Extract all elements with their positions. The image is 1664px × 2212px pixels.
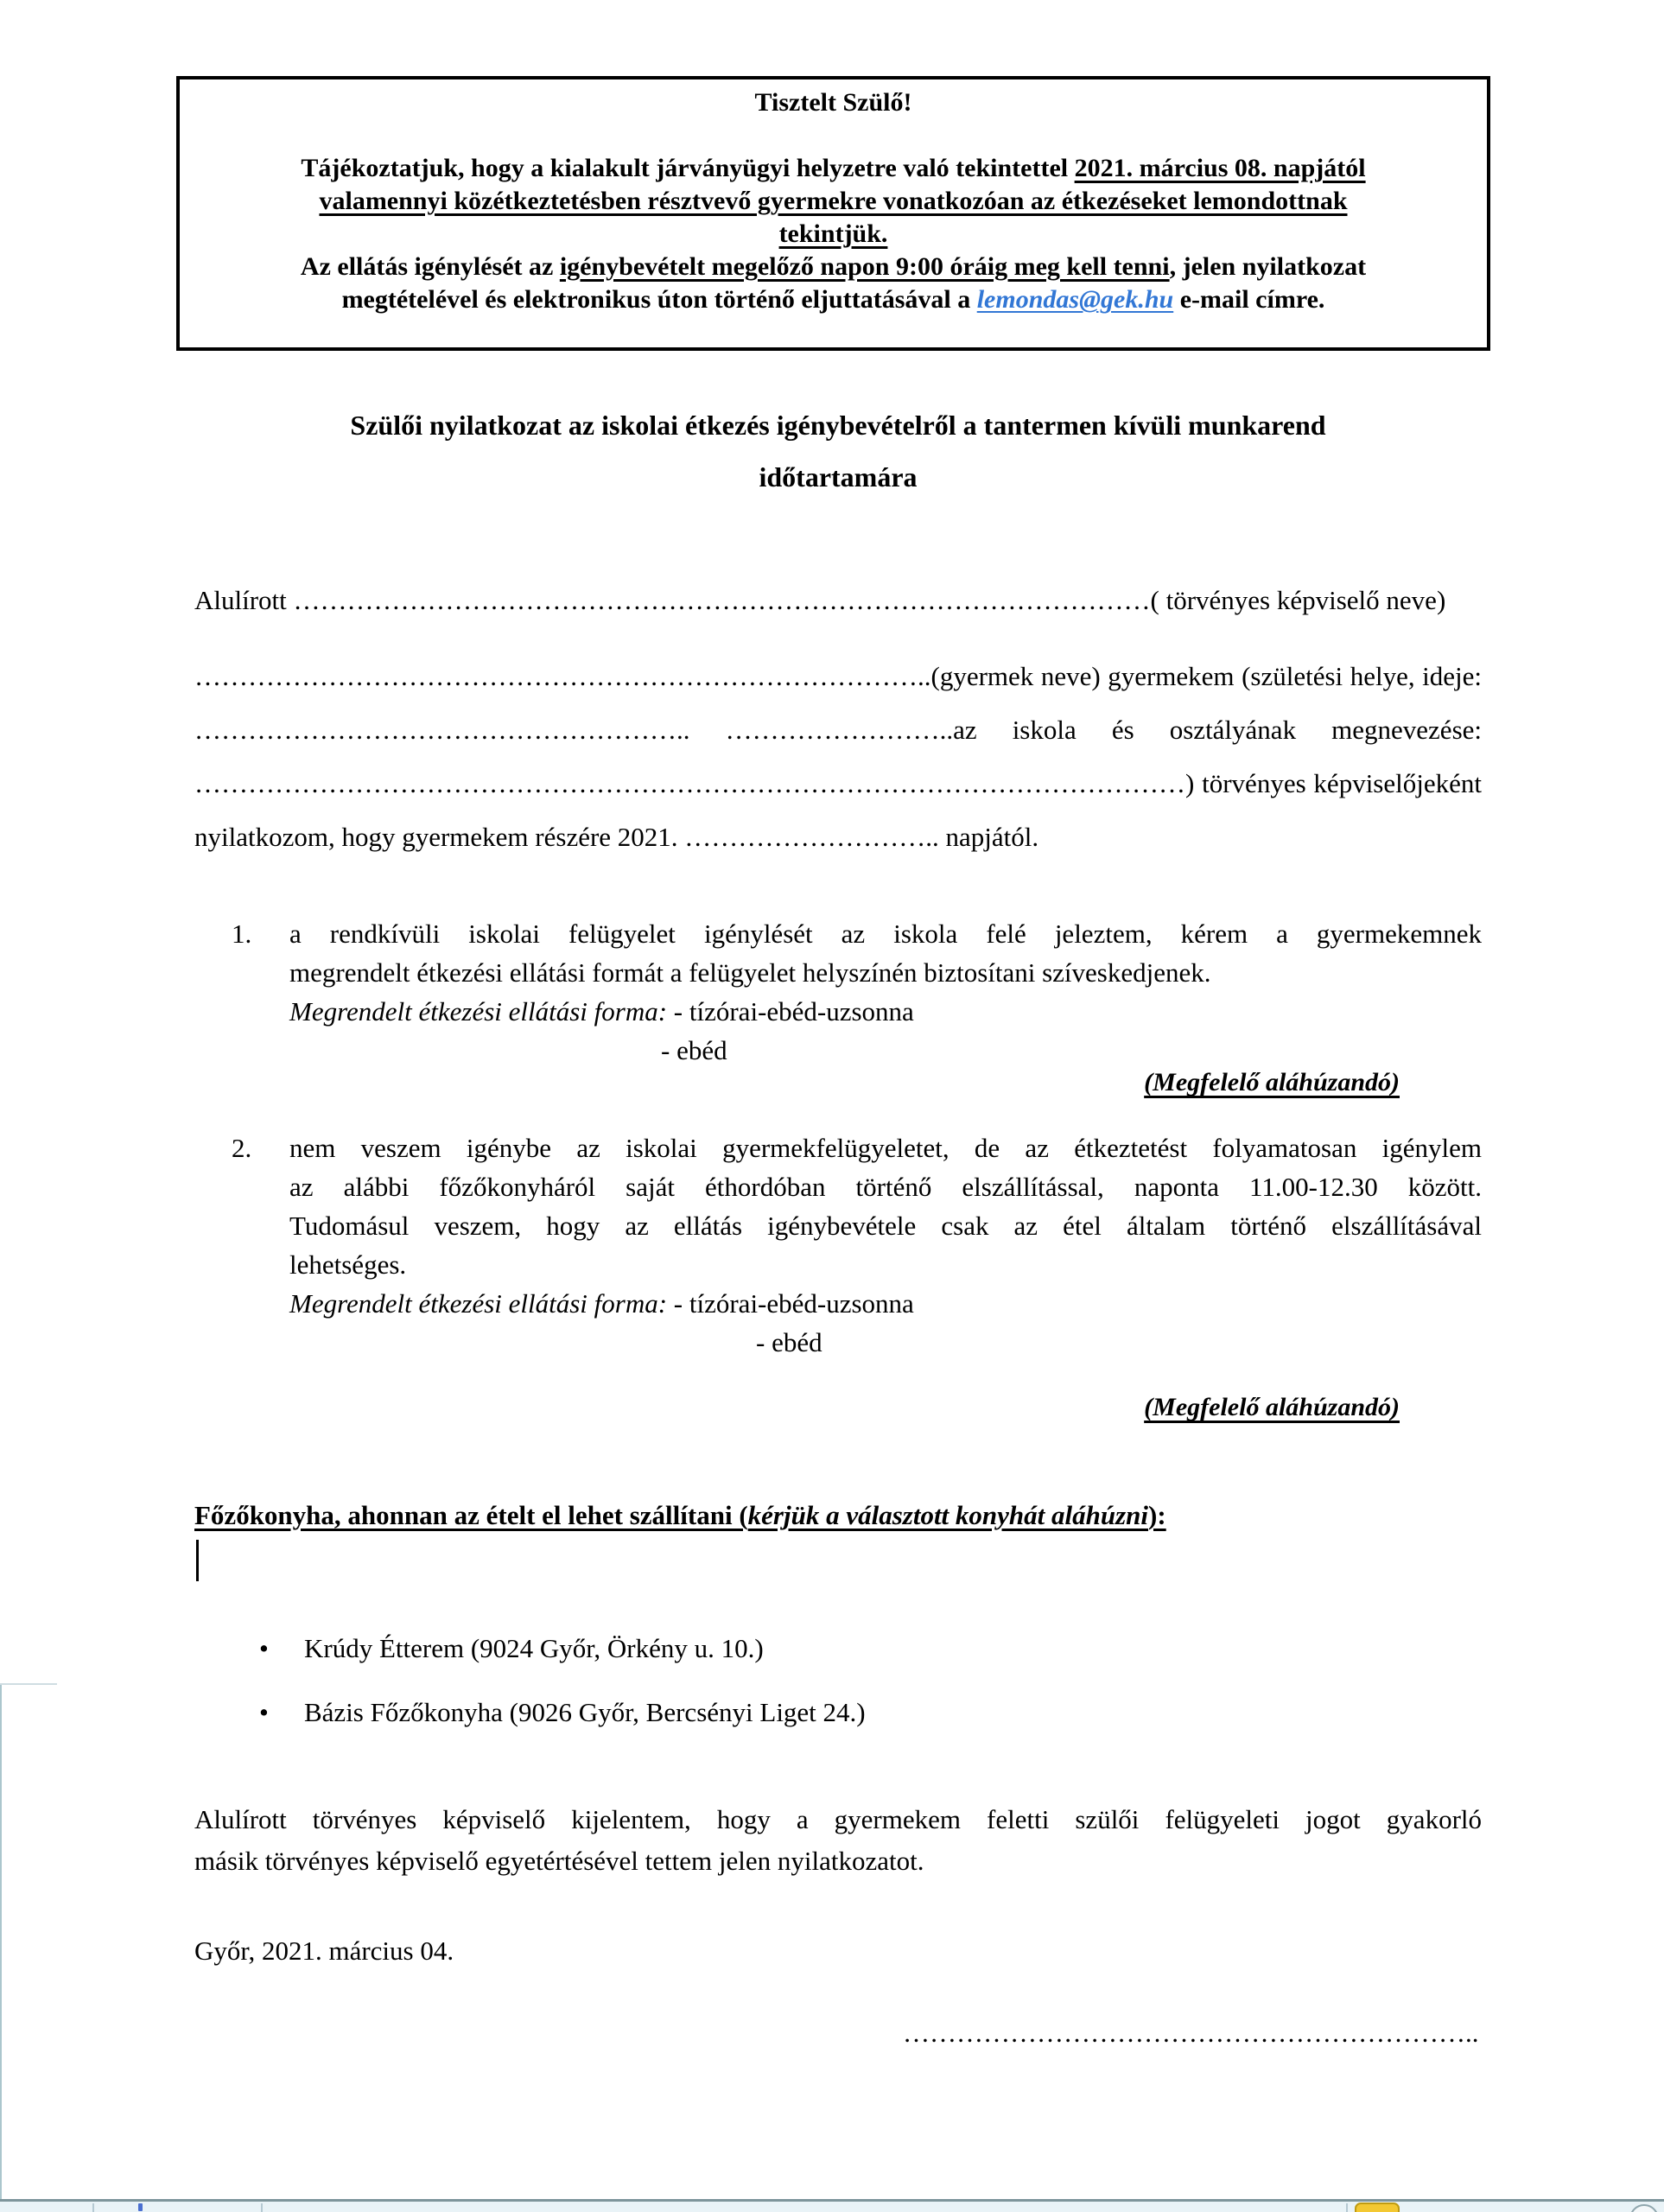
- bullet-icon: •: [259, 1633, 269, 1663]
- meal-option-2: - ebéd: [661, 1035, 727, 1065]
- document-title: [194, 399, 1482, 503]
- zoom-slider-handle[interactable]: [1355, 2202, 1400, 2212]
- meal-option-2: - ebéd: [756, 1327, 822, 1357]
- item1-meal-form: [289, 992, 1482, 1031]
- item2-meal-form: [289, 1284, 1482, 1323]
- notice-para2-line2: [180, 283, 1487, 316]
- kitchen-heading: [194, 1500, 1166, 1531]
- notice-box: [176, 76, 1490, 351]
- item1-line1: a rendkívüli iskolai felügyelet igénylését az iskola felé jeleztem, kérem a gyermekemnek: [289, 918, 1482, 949]
- kitchen-option-1: Krúdy Étterem (9024 Győr, Örkény u. 10.): [304, 1633, 764, 1663]
- notice-para1-line2: [180, 185, 1487, 218]
- item2-line3: Tudomásul veszem, hogy az ellátás igénybevétele csak az étel általam történő elszállításával: [289, 1211, 1482, 1241]
- declaration-line-representative: …………………………………………………………………………………………………) törvényes képviselőjeként: [194, 768, 1482, 798]
- declaration-line-date: nyilatkozom, hogy gyermekem részére 2021. ……………………….. napjától.: [194, 822, 1039, 852]
- declaration-line-guardian: Alulírott ……………………………………………………………………………………( törvényes képviselő neve): [194, 585, 1446, 615]
- meal-option-1: - tízórai-ebéd-uzsonna: [673, 1288, 914, 1319]
- closing-line-2: másik törvényes képviselő egyetértésével tettem jelen nyilatkozatot.: [194, 1846, 924, 1876]
- list-item-2: [232, 1128, 1482, 1362]
- window-left-border: [0, 1685, 2, 2199]
- statusbar-divider: [261, 2203, 263, 2212]
- closing-statement: [194, 1799, 1482, 1882]
- underlined-text: igénybevételt megelőző napon 9:00 óráig meg kell tenni: [559, 252, 1170, 281]
- declaration-paragraph: [194, 574, 1482, 864]
- date-line: Győr, 2021. március 04.: [194, 1936, 454, 1966]
- meal-form-label: Megrendelt étkezési ellátási forma:: [289, 996, 674, 1027]
- underlined-text: valamennyi közétkeztetésben résztvevő gyermekre vonatkozóan az étkezéseket lemondottnak: [319, 187, 1348, 215]
- text-segment: ):: [1148, 1500, 1166, 1530]
- bullet-icon: •: [259, 1697, 269, 1727]
- underline-instruction-note-2: (Megfelelő aláhúzandó): [1144, 1393, 1400, 1421]
- kitchen-option-row-1: [259, 1631, 866, 1666]
- page-edge-line: [0, 1683, 57, 1685]
- underlined-text: tekintjük.: [778, 219, 888, 248]
- closing-line-1: Alulírott törvényes képviselő kijelentem, hogy a gyermekem feletti szülői felügyeleti jogot gyakorló: [194, 1804, 1482, 1834]
- text-segment: Az ellátás igénylését az: [300, 252, 560, 281]
- kitchen-heading-text: [194, 1500, 1166, 1530]
- meal-option-1: - tízórai-ebéd-uzsonna: [673, 996, 914, 1027]
- email-link[interactable]: lemondas@gek.hu: [976, 285, 1174, 314]
- kitchen-heading-italic: kérjük a választott konyhát aláhúzni: [747, 1500, 1149, 1530]
- blank-line: [180, 119, 1487, 152]
- list-number: 1.: [232, 918, 252, 949]
- underlined-text: 2021. március 08. napjától: [1074, 154, 1366, 182]
- kitchen-options-list: [259, 1631, 866, 1730]
- notice-para1-line3: [180, 218, 1487, 251]
- notice-para2-line1: [180, 251, 1487, 283]
- item1-line2: megrendelt étkezési ellátási formát a felügyelet helyszínén biztosítani szíveskedjenek.: [289, 957, 1211, 988]
- text-segment: Tájékoztatjuk, hogy a kialakult járványügyi helyzetre való tekintettel: [301, 154, 1075, 182]
- notice-para1-line1: [180, 152, 1487, 185]
- item2-line1: nem veszem igénybe az iskolai gyermekfelügyeletet, de az étkeztetést folyamatosan igénylem: [289, 1133, 1482, 1163]
- kitchen-option-row-2: [259, 1695, 866, 1730]
- kitchen-option-2: Bázis Főzőkonyha (9026 Győr, Bercsényi Liget 24.): [304, 1697, 866, 1727]
- signature-dotted-line: ………………………………………………………..: [903, 2018, 1479, 2048]
- salutation: Tisztelt Szülő!: [754, 88, 912, 117]
- text-cursor: [196, 1540, 199, 1581]
- text-segment: megtételével és elektronikus úton történő eljuttatásával a: [341, 285, 977, 314]
- text-segment: , jelen nyilatkozat: [1169, 252, 1367, 281]
- item2-line4: lehetséges.: [289, 1249, 407, 1280]
- status-bar: [0, 2199, 1664, 2212]
- text-segment: e-mail címre.: [1173, 285, 1325, 314]
- title-line-1: Szülői nyilatkozat az iskolai étkezés igénybevételről a tantermen kívüli munkarend: [350, 410, 1326, 441]
- title-line-2: időtartamára: [759, 461, 918, 493]
- list-number: 2.: [232, 1133, 252, 1163]
- statusbar-divider: [1346, 2203, 1348, 2212]
- item2-line2: az alábbi főzőkonyháról saját éthordóban történő elszállítással, naponta 11.00-12.30 között.: [289, 1172, 1482, 1202]
- statusbar-circle-button[interactable]: [1629, 2204, 1659, 2212]
- statusbar-glyph-icon: [138, 2203, 143, 2211]
- underline-instruction-note-1: (Megfelelő aláhúzandó): [1144, 1068, 1400, 1096]
- declaration-line-child: ………………………………………………………………………..(gyermek neve) gyermekem (születési helye, ideje:: [194, 661, 1482, 691]
- declaration-line-school: ……………………………………………….. ……………………..az iskola és osztályának megnevezése:: [194, 715, 1482, 745]
- text-segment: Főzőkonyha, ahonnan az ételt el lehet szállítani (: [194, 1500, 748, 1530]
- statusbar-divider: [92, 2203, 94, 2212]
- list-item-1: [232, 914, 1482, 1070]
- meal-form-label: Megrendelt étkezési ellátási forma:: [289, 1288, 674, 1319]
